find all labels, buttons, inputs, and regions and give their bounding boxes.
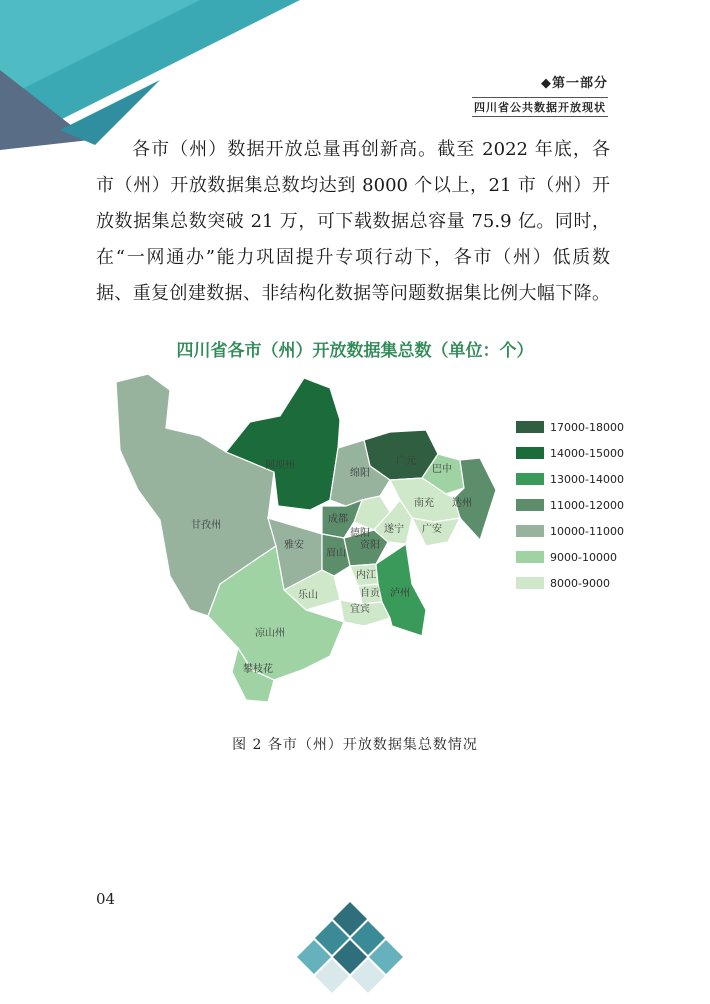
map-label-德阳: 德阳 [350, 528, 370, 539]
map-label-成都: 成都 [328, 514, 348, 525]
figure-caption: 图 2 各市（州）开放数据集总数情况 [232, 737, 478, 753]
legend-swatch [516, 473, 544, 485]
legend-item [516, 492, 624, 518]
legend-item [516, 570, 624, 596]
legend-label: 13000-14000 [550, 472, 624, 486]
map-label-南充: 南充 [414, 498, 434, 509]
map-label-巴中: 巴中 [432, 464, 452, 475]
legend-swatch [516, 447, 544, 459]
map-label-甘孜州: 甘孜州 [191, 520, 221, 531]
legend-label: 17000-18000 [550, 420, 624, 434]
legend-swatch [516, 421, 544, 433]
legend-swatch [516, 499, 544, 511]
legend-swatch [516, 551, 544, 563]
paragraph-line: 市（州）开放数据集总数均达到 8000 个以上，21 市（州）开 [96, 175, 610, 196]
legend-label: 8000-9000 [550, 576, 610, 590]
chart-title: 四川省各市（州）开放数据集总数（单位：个） [176, 341, 534, 361]
legend-swatch [516, 577, 544, 589]
map-label-阿坝州: 阿坝州 [265, 460, 295, 471]
paragraph-line: 在“一网通办”能力巩固提升专项行动下，各市（州）低质数 [96, 247, 610, 268]
legend-item [516, 544, 624, 570]
section-header [472, 72, 608, 117]
map-label-绵阳: 绵阳 [350, 468, 370, 479]
legend-item [516, 414, 624, 440]
map-label-广元: 广元 [396, 456, 416, 467]
map-label-眉山: 眉山 [326, 548, 346, 559]
map-label-攀枝花: 攀枝花 [243, 664, 273, 675]
legend-swatch [516, 525, 544, 537]
section-title: ◆第一部分 [541, 76, 608, 91]
legend-item [516, 466, 624, 492]
map-label-内江: 内江 [356, 570, 376, 581]
legend-label: 11000-12000 [550, 498, 624, 512]
map-label-雅安: 雅安 [284, 540, 304, 551]
sichuan-map [108, 370, 508, 710]
map-label-广安: 广安 [422, 524, 442, 535]
section-subtitle: 四川省公共数据开放现状 [472, 97, 608, 117]
paragraph-line: 各市（州）数据开放总量再创新高。截至 2022 年底，各 [132, 139, 610, 160]
map-label-宜宾: 宜宾 [350, 604, 370, 615]
paragraph-line: 据、重复创建数据、非结构化数据等问题数据集比例大幅下降。 [96, 283, 610, 304]
paragraph-line: 放数据集总数突破 21 万，可下载数据总容量 75.9 亿。同时， [96, 211, 610, 232]
map-label-资阳: 资阳 [360, 540, 380, 551]
legend-item [516, 440, 624, 466]
map-label-凉山州: 凉山州 [255, 628, 285, 639]
legend-label: 10000-11000 [550, 524, 624, 538]
map-label-达州: 达州 [452, 498, 472, 509]
page-number: 04 [96, 890, 116, 908]
footer-diamond-logo [295, 900, 405, 1000]
legend-item [516, 518, 624, 544]
map-label-泸州: 泸州 [390, 588, 410, 599]
map-label-遂宁: 遂宁 [384, 524, 404, 535]
legend-label: 9000-10000 [550, 550, 617, 564]
legend-label: 14000-15000 [550, 446, 624, 460]
map-legend [516, 414, 624, 596]
map-label-乐山: 乐山 [298, 590, 318, 601]
body-paragraph [96, 132, 610, 312]
map-label-自贡: 自贡 [360, 588, 380, 599]
